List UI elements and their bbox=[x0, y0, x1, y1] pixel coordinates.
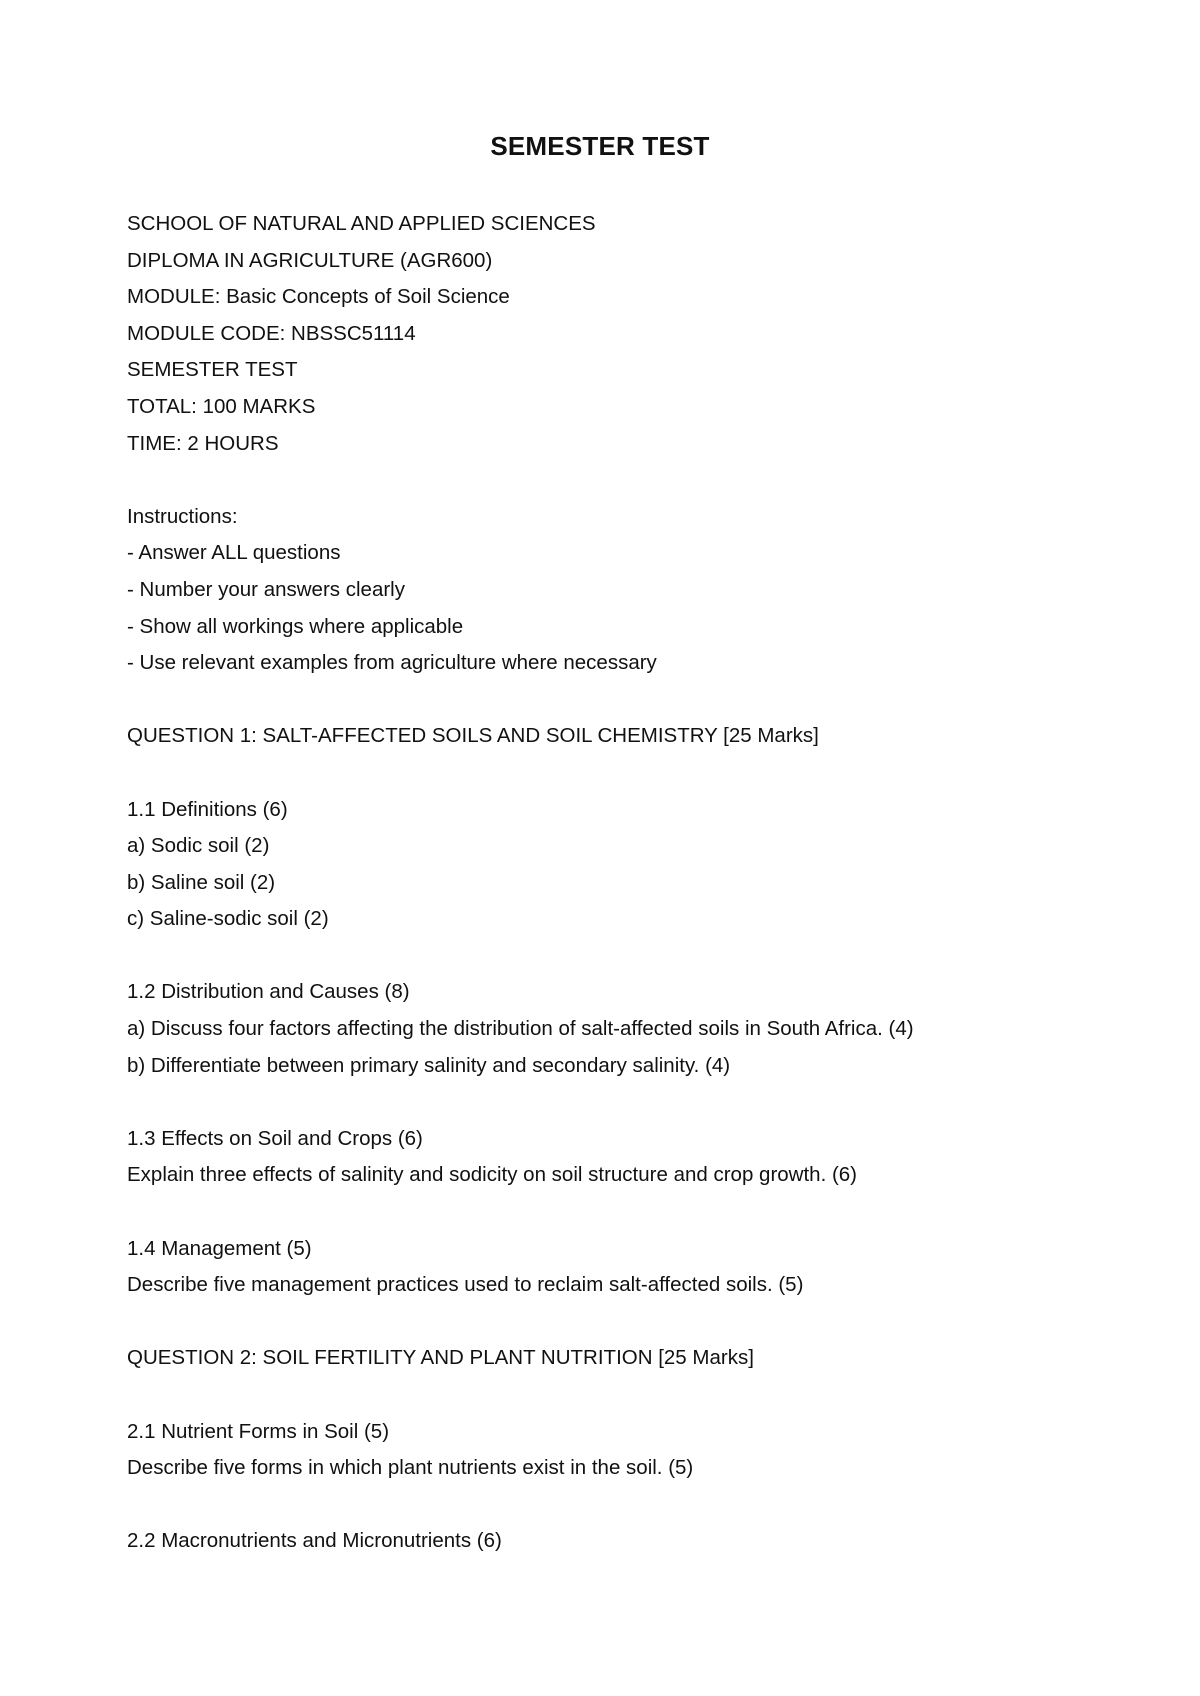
total-line: TOTAL: 100 MARKS bbox=[127, 394, 316, 418]
question-item: a) Discuss four factors affecting the distribution of salt-affected soils in South Africa. (4) bbox=[127, 1017, 914, 1041]
question-2-heading: QUESTION 2: SOIL FERTILITY AND PLANT NUTRITION [25 Marks] bbox=[127, 1346, 754, 1370]
section-2-1-heading: 2.1 Nutrient Forms in Soil (5) bbox=[127, 1419, 390, 1443]
spacer bbox=[127, 938, 1127, 975]
instruction-item: - Use relevant examples from agriculture where necessary bbox=[127, 651, 657, 675]
time-line: TIME: 2 HOURS bbox=[127, 431, 279, 455]
spacer bbox=[127, 1377, 1127, 1414]
section-1-3-heading: 1.3 Effects on Soil and Crops (6) bbox=[127, 1126, 423, 1150]
question-item: c) Saline-sodic soil (2) bbox=[127, 907, 329, 931]
test-line: SEMESTER TEST bbox=[127, 358, 298, 382]
question-item: Describe five forms in which plant nutrients exist in the soil. (5) bbox=[127, 1456, 694, 1480]
school-line: SCHOOL OF NATURAL AND APPLIED SCIENCES bbox=[127, 212, 596, 235]
spacer bbox=[127, 1487, 1127, 1524]
spacer bbox=[127, 755, 1127, 792]
instructions-heading: Instructions: bbox=[127, 504, 238, 528]
spacer bbox=[127, 1084, 1127, 1121]
question-item: a) Sodic soil (2) bbox=[127, 834, 270, 858]
document-body bbox=[127, 206, 1127, 1560]
module-line: MODULE: Basic Concepts of Soil Science bbox=[127, 285, 510, 309]
section-1-4-heading: 1.4 Management (5) bbox=[127, 1236, 312, 1260]
spacer bbox=[127, 462, 1127, 499]
instruction-item: - Show all workings where applicable bbox=[127, 614, 464, 638]
question-item: Describe five management practices used to reclaim salt-affected soils. (5) bbox=[127, 1273, 804, 1297]
question-item: b) Differentiate between primary salinity and secondary salinity. (4) bbox=[127, 1053, 731, 1077]
question-1-heading: QUESTION 1: SALT-AFFECTED SOILS AND SOIL CHEMISTRY [25 Marks] bbox=[127, 724, 819, 748]
document-title: SEMESTER TEST bbox=[490, 131, 710, 161]
question-item: Explain three effects of salinity and sodicity on soil structure and crop growth. (6) bbox=[127, 1163, 858, 1187]
section-1-2-heading: 1.2 Distribution and Causes (8) bbox=[127, 980, 410, 1004]
section-1-1-heading: 1.1 Definitions (6) bbox=[127, 797, 288, 821]
instruction-item: - Number your answers clearly bbox=[127, 577, 405, 601]
spacer bbox=[127, 1304, 1127, 1341]
module-code-line: MODULE CODE: NBSSC51114 bbox=[127, 321, 416, 345]
section-2-2-heading: 2.2 Macronutrients and Micronutrients (6) bbox=[127, 1529, 502, 1553]
spacer bbox=[127, 682, 1127, 719]
question-item: b) Saline soil (2) bbox=[127, 870, 276, 894]
instruction-item: - Answer ALL questions bbox=[127, 541, 341, 565]
diploma-line: DIPLOMA IN AGRICULTURE (AGR600) bbox=[127, 248, 493, 272]
spacer bbox=[127, 1194, 1127, 1231]
